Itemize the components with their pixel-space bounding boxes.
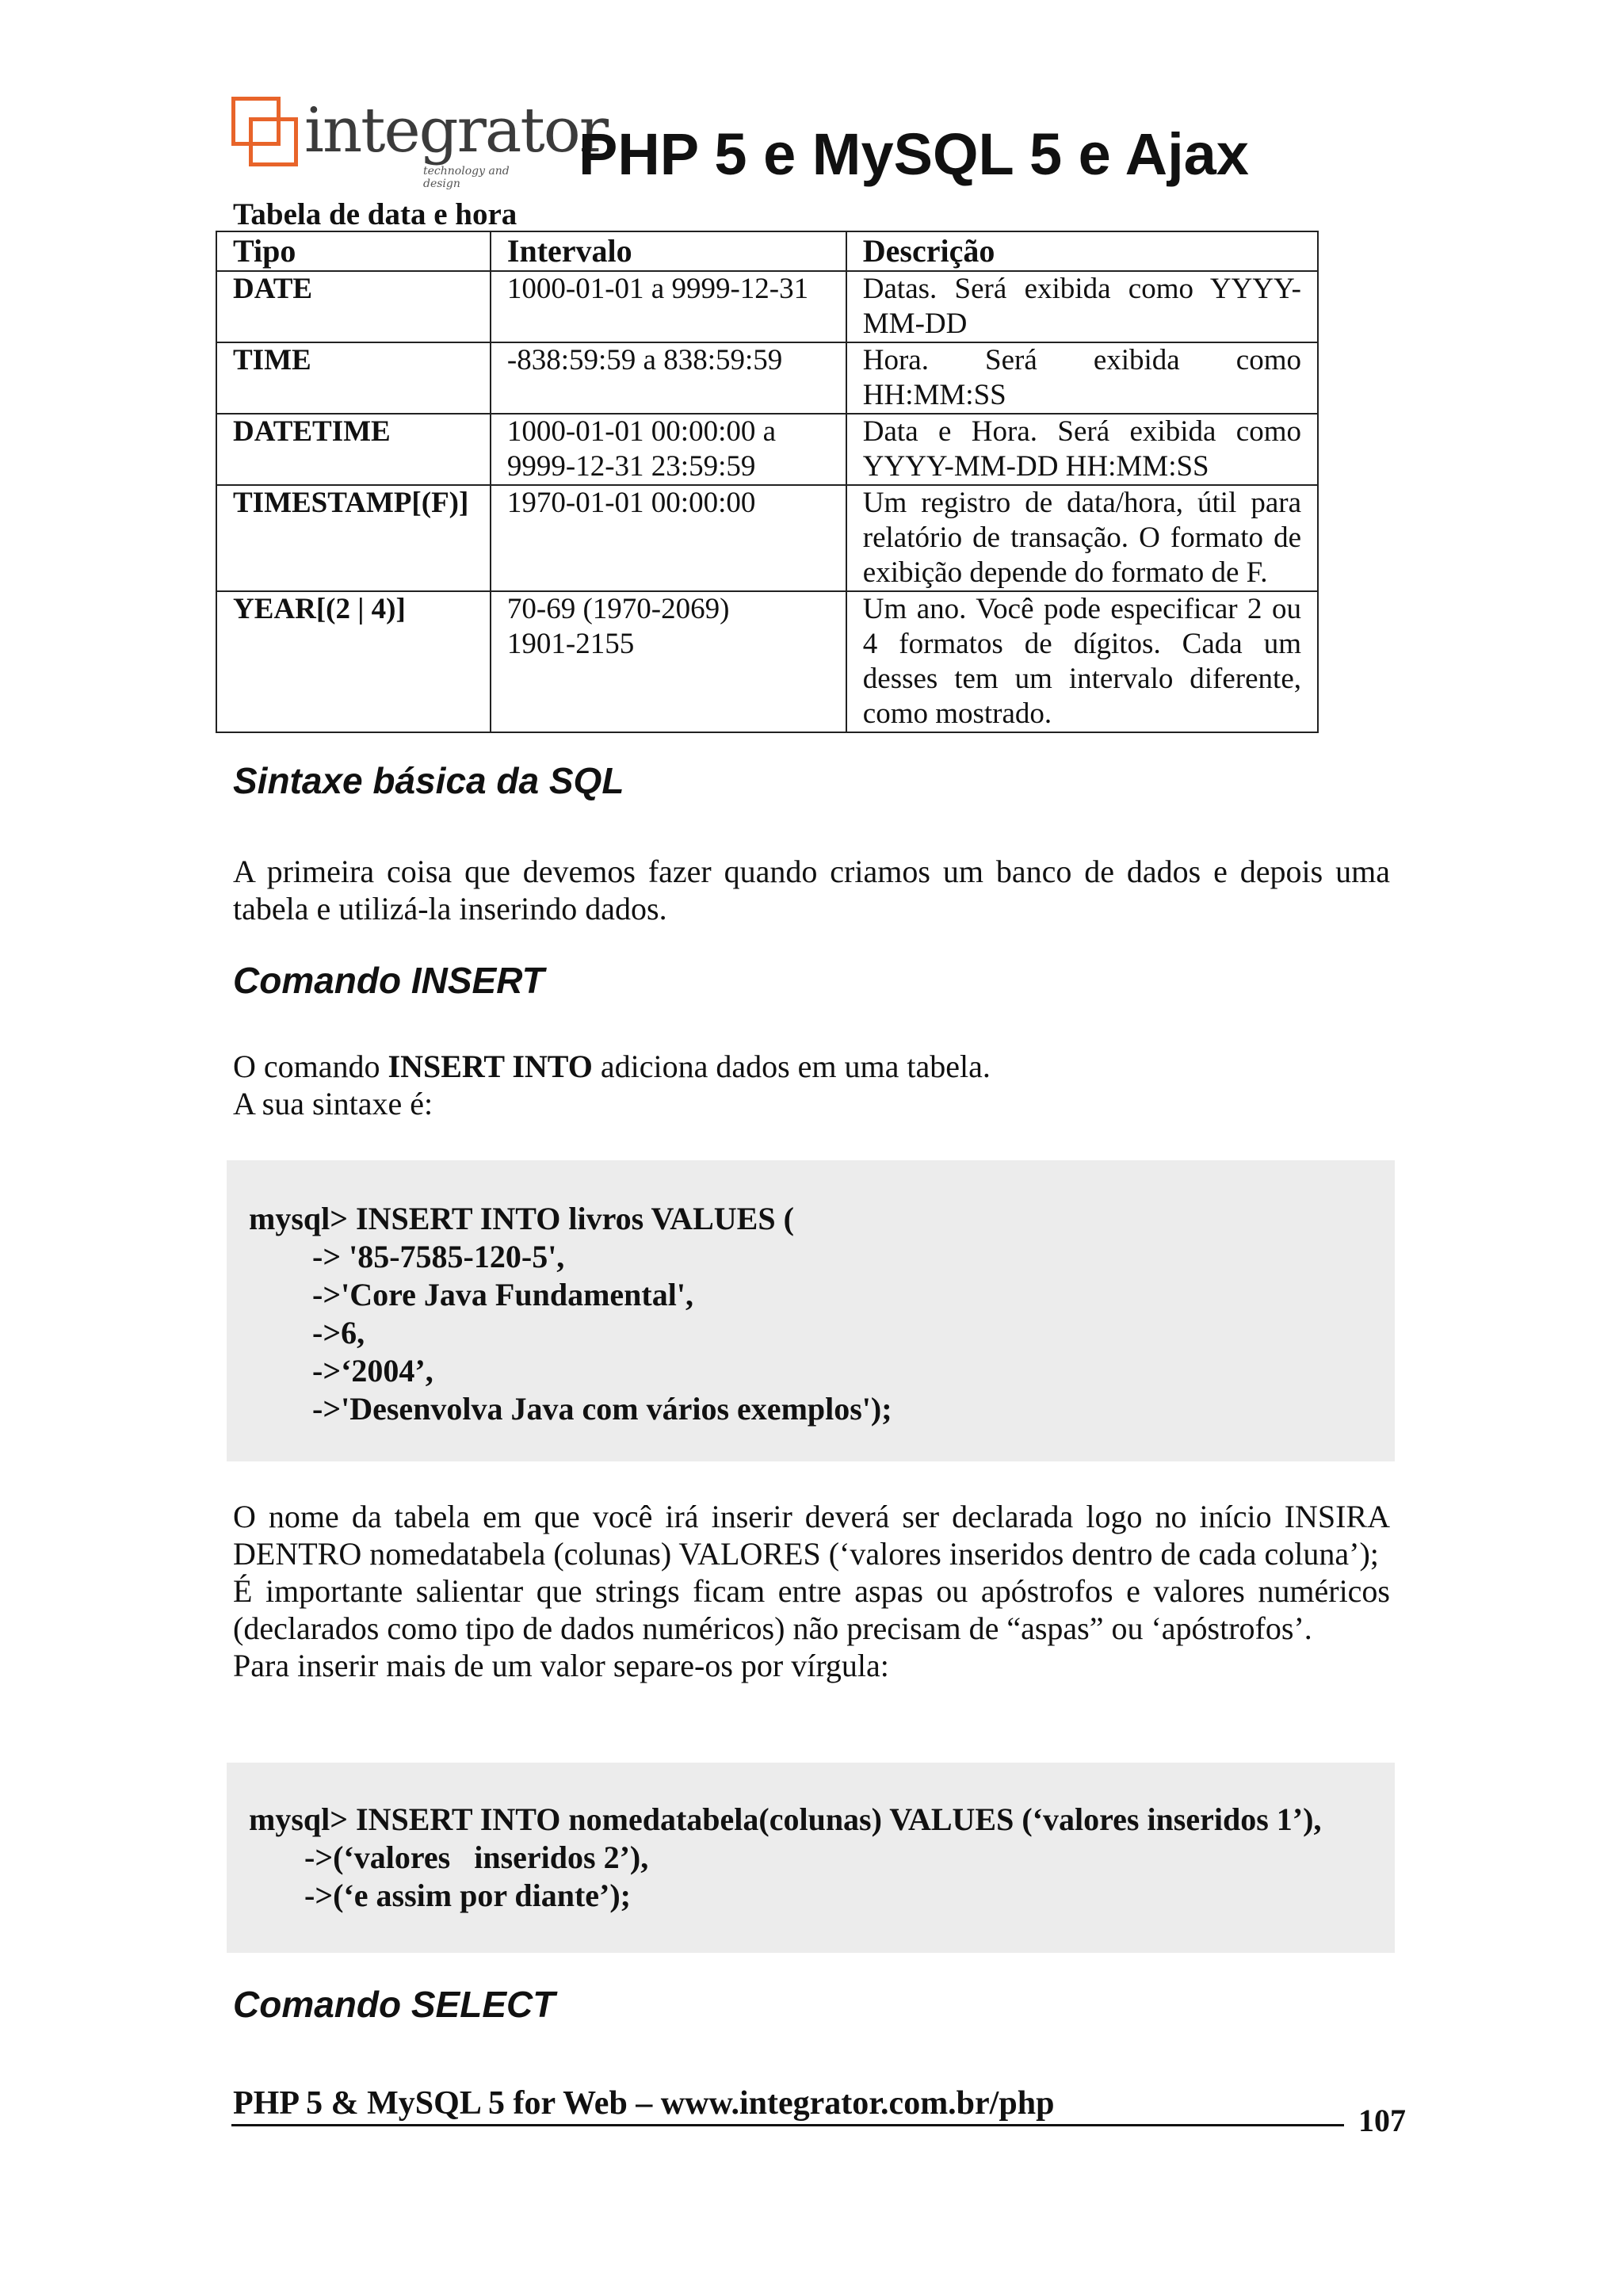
code-line: ->(‘valores inseridos 2’), xyxy=(304,1839,649,1875)
intro-keyword: INSERT INTO xyxy=(388,1049,593,1084)
page-number: 107 xyxy=(1358,2103,1406,2138)
cell-descricao: Um ano. Você pode especificar 2 ou 4 formatos de dígitos. Cada um desses tem um intervalo diferente, como mostrado. xyxy=(846,591,1318,732)
cell-tipo: DATE xyxy=(216,271,491,342)
code-block-multi-insert xyxy=(227,1763,1395,1953)
table-row xyxy=(216,414,1318,485)
paragraph-text: Para inserir mais de um valor separe-os por vírgula: xyxy=(233,1648,889,1683)
logo-square-icon xyxy=(249,117,298,166)
intro-line xyxy=(233,1048,1390,1085)
intro-text: adiciona dados em uma tabela. xyxy=(592,1049,991,1084)
code-line: -> '85-7585-120-5', xyxy=(312,1239,565,1274)
intervalo-line: 9999-12-31 23:59:59 xyxy=(506,450,756,483)
table-row xyxy=(216,485,1318,591)
column-header-tipo: Tipo xyxy=(216,231,491,271)
paragraph-insert-explanation xyxy=(233,1498,1390,1684)
footer-text: PHP 5 & MySQL 5 for Web – www.integrator.com.br/php xyxy=(233,2085,1055,2122)
footer-divider xyxy=(231,2124,1344,2126)
paragraph-text: O nome da tabela em que você irá inserir deverá ser declarada logo no início INSIRA DENTRO nomedatabela (colunas) VALORES (‘valores inseridos dentro de cada coluna’); xyxy=(233,1499,1390,1572)
code-line: mysql> INSERT INTO nomedatabela(colunas) VALUES (‘valores inseridos 1’), xyxy=(249,1801,1322,1837)
cell-intervalo xyxy=(491,485,846,591)
intervalo-line: 1970-01-01 00:00:00 xyxy=(506,487,756,519)
table-row xyxy=(216,591,1318,732)
cell-descricao: Data e Hora. Será exibida como YYYY-MM-DD HH:MM:SS xyxy=(846,414,1318,485)
code-line: ->(‘e assim por diante’); xyxy=(304,1878,631,1913)
column-header-intervalo: Intervalo xyxy=(491,231,846,271)
cell-tipo: TIMESTAMP[(F)] xyxy=(216,485,491,591)
intervalo-line: -838:59:59 a 838:59:59 xyxy=(506,344,783,376)
table-row xyxy=(216,271,1318,342)
cell-intervalo xyxy=(491,591,846,732)
intervalo-line: 1901-2155 xyxy=(506,628,635,660)
integrator-logo xyxy=(231,94,607,190)
paragraph-insert-intro xyxy=(233,1048,1390,1122)
intro-text: O comando xyxy=(233,1049,388,1084)
paragraph-text: A primeira coisa que devemos fazer quando criamos um banco de dados e depois uma tabela e utilizá-la inserindo dados. xyxy=(233,854,1390,926)
table-caption: Tabela de data e hora xyxy=(233,197,517,231)
table-row xyxy=(216,342,1318,414)
cell-descricao: Um registro de data/hora, útil para relatório de transação. O formato de exibição depende do formato de F. xyxy=(846,485,1318,591)
cell-descricao: Datas. Será exibida como YYYY-MM-DD xyxy=(846,271,1318,342)
code-block-insert xyxy=(227,1160,1395,1461)
intervalo-line: 1000-01-01 00:00:00 a xyxy=(506,415,777,448)
table-header-row xyxy=(216,231,1318,271)
cell-descricao: Hora. Será exibida como HH:MM:SS xyxy=(846,342,1318,414)
intro-line: A sua sintaxe é: xyxy=(233,1086,433,1121)
section-heading-select: Comando SELECT xyxy=(233,1984,556,2025)
intervalo-line: 70-69 (1970-2069) xyxy=(506,593,730,625)
paragraph-text: É importante salientar que strings ficam entre aspas ou apóstrofos e valores numéricos (declarados como tipo de dados numéricos) não precisam de “aspas” ou ‘apóstrofos’. xyxy=(233,1573,1390,1646)
section-heading-insert: Comando INSERT xyxy=(233,960,544,1001)
paragraph-sintaxe xyxy=(233,853,1390,927)
logo-tagline: technology and design xyxy=(423,165,510,190)
book-title: PHP 5 e MySQL 5 e Ajax xyxy=(579,121,1249,187)
code-line: ->'Desenvolva Java com vários exemplos'); xyxy=(312,1391,892,1427)
cell-tipo: DATETIME xyxy=(216,414,491,485)
date-time-table xyxy=(216,231,1319,733)
cell-tipo: YEAR[(2 | 4)] xyxy=(216,591,491,732)
code-line: mysql> INSERT INTO livros VALUES ( xyxy=(249,1201,794,1236)
code-line: ->‘2004’, xyxy=(312,1353,433,1389)
section-heading-sintaxe: Sintaxe básica da SQL xyxy=(233,760,624,801)
logo-text: integrator xyxy=(304,95,607,166)
intervalo-line: 1000-01-01 a 9999-12-31 xyxy=(506,273,809,305)
cell-intervalo xyxy=(491,342,846,414)
column-header-descricao: Descrição xyxy=(846,231,1318,271)
code-line: ->6, xyxy=(312,1315,365,1350)
code-line: ->'Core Java Fundamental', xyxy=(312,1277,693,1312)
cell-intervalo xyxy=(491,271,846,342)
cell-intervalo xyxy=(491,414,846,485)
cell-tipo: TIME xyxy=(216,342,491,414)
